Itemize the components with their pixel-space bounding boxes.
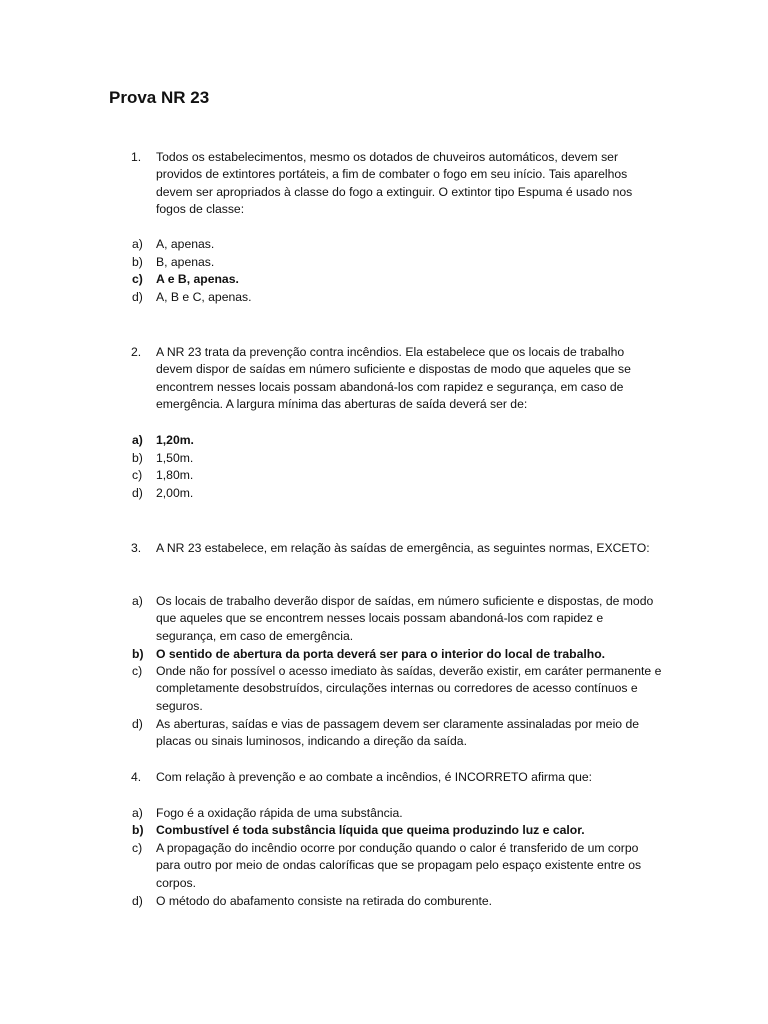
question-prompt: A NR 23 trata da prevenção contra incêndios. Ela estabelece que os locais de trabalho devem dispor de saídas em número suficiente e dispostas de modo que aqueles que se encontrem nesses locais possam abandoná-los com rapidez e segurança, em caso de emergência. A largura mínima das aberturas de saída deverá ser de:: [156, 345, 631, 412]
option-text: O método do abafamento consiste na retirada do comburente.: [156, 894, 493, 908]
option-text: 1,50m.: [156, 451, 194, 465]
option-letter: d): [132, 290, 143, 304]
question-number: 2.: [131, 345, 142, 359]
question-number: 4.: [131, 770, 142, 784]
question-prompt: Com relação à prevenção e ao combate a incêndios, é INCORRETO afirma que:: [156, 770, 593, 784]
option-letter: b): [132, 451, 143, 465]
option-text: 1,20m.: [156, 433, 194, 447]
option-letter: b): [132, 823, 144, 837]
option-letter: d): [132, 717, 143, 731]
option-text: A, B e C, apenas.: [156, 290, 252, 304]
option-text: Onde não for possível o acesso imediato às saídas, deverão existir, em caráter permanente e completamente desobstruídos, circulações internas ou corredores de acesso contínuos e seguros.: [156, 664, 662, 713]
option-letter: d): [132, 486, 143, 500]
page-title: Prova NR 23: [109, 88, 210, 107]
option-text: A, apenas.: [156, 237, 215, 251]
option-text: 1,80m.: [156, 468, 194, 482]
option-letter: a): [132, 237, 143, 251]
option-text: O sentido de abertura da porta deverá ser para o interior do local de trabalho.: [156, 647, 606, 661]
option-letter: c): [132, 664, 143, 678]
option-text: Combustível é toda substância líquida que queima produzindo luz e calor.: [156, 823, 585, 837]
question-number: 3.: [131, 541, 142, 555]
question-number: 1.: [131, 150, 142, 164]
option-letter: b): [132, 255, 143, 269]
option-letter: a): [132, 594, 143, 608]
option-letter: c): [132, 841, 143, 855]
question-prompt: A NR 23 estabelece, em relação às saídas de emergência, as seguintes normas, EXCETO:: [156, 541, 650, 555]
option-letter: b): [132, 647, 144, 661]
option-text: B, apenas.: [156, 255, 215, 269]
option-text: Fogo é a oxidação rápida de uma substância.: [156, 806, 403, 820]
question-prompt: Todos os estabelecimentos, mesmo os dotados de chuveiros automáticos, devem ser providos de extintores portáteis, a fim de combater o fogo em seu início. Tais aparelhos devem ser apropriados à classe do fogo a extinguir. O extintor tipo Espuma é usado nos fogos de classe:: [156, 150, 633, 217]
option-letter: d): [132, 894, 143, 908]
option-text: 2,00m.: [156, 486, 194, 500]
option-text: Os locais de trabalho deverão dispor de saídas, em número suficiente e dispostas, de modo que aqueles que se encontrem nesses locais possam abandoná-los com rapidez e segurança, em caso de emergência.: [156, 594, 654, 643]
option-text: A propagação do incêndio ocorre por condução quando o calor é transferido de um corpo para outro por meio de ondas caloríficas que se propagam pelo espaço existente entre os corpos.: [156, 841, 642, 890]
option-text: As aberturas, saídas e vias de passagem devem ser claramente assinaladas por meio de placas ou sinais luminosos, indicando a direção da saída.: [156, 717, 640, 749]
option-letter: c): [132, 272, 143, 286]
option-letter: a): [132, 806, 143, 820]
option-letter: c): [132, 468, 143, 482]
option-letter: a): [132, 433, 143, 447]
option-text: A e B, apenas.: [156, 272, 239, 286]
